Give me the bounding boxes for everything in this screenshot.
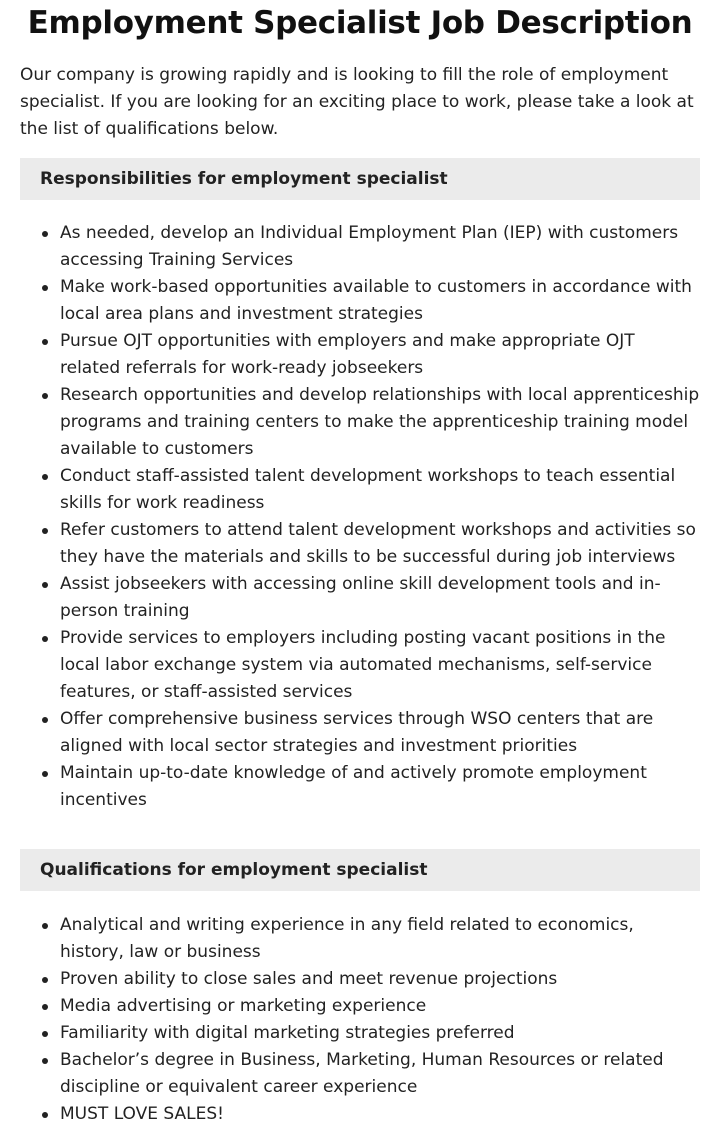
list-item: Refer customers to attend talent development workshops and activities so they have the materials and skills to be successful during job interviews [60, 517, 700, 571]
list-item: Media advertising or marketing experience [60, 993, 700, 1020]
responsibilities-list [20, 220, 700, 814]
list-item: Familiarity with digital marketing strategies preferred [60, 1020, 700, 1047]
list-item: Offer comprehensive business services through WSO centers that are aligned with local sector strategies and investment priorities [60, 706, 700, 760]
qualifications-heading: Qualifications for employment specialist [20, 849, 700, 891]
qualifications-list [20, 912, 700, 1128]
list-item: Conduct staff-assisted talent development workshops to teach essential skills for work readiness [60, 463, 700, 517]
list-item: Make work-based opportunities available to customers in accordance with local area plans and investment strategies [60, 274, 700, 328]
page-title: Employment Specialist Job Description [27, 5, 693, 41]
list-item: As needed, develop an Individual Employment Plan (IEP) with customers accessing Training Services [60, 220, 700, 274]
list-item: Provide services to employers including posting vacant positions in the local labor exchange system via automated mechanisms, self-service features, or staff-assisted services [60, 625, 700, 706]
list-item: Research opportunities and develop relationships with local apprenticeship programs and training centers to make the apprenticeship training model available to customers [60, 382, 700, 463]
list-item: Pursue OJT opportunities with employers and make appropriate OJT related referrals for work-ready jobseekers [60, 328, 700, 382]
list-item: Proven ability to close sales and meet revenue projections [60, 966, 700, 993]
responsibilities-heading: Responsibilities for employment specialist [20, 158, 700, 200]
list-item: MUST LOVE SALES! [60, 1101, 700, 1128]
intro-paragraph: Our company is growing rapidly and is looking to fill the role of employment specialist. If you are looking for an exciting place to work, please take a look at the list of qualifications below. [20, 65, 694, 139]
list-item: Bachelor’s degree in Business, Marketing, Human Resources or related discipline or equivalent career experience [60, 1047, 700, 1101]
list-item: Maintain up-to-date knowledge of and actively promote employment incentives [60, 760, 700, 814]
list-item: Assist jobseekers with accessing online skill development tools and in-person training [60, 571, 700, 625]
list-item: Analytical and writing experience in any field related to economics, history, law or business [60, 912, 700, 966]
